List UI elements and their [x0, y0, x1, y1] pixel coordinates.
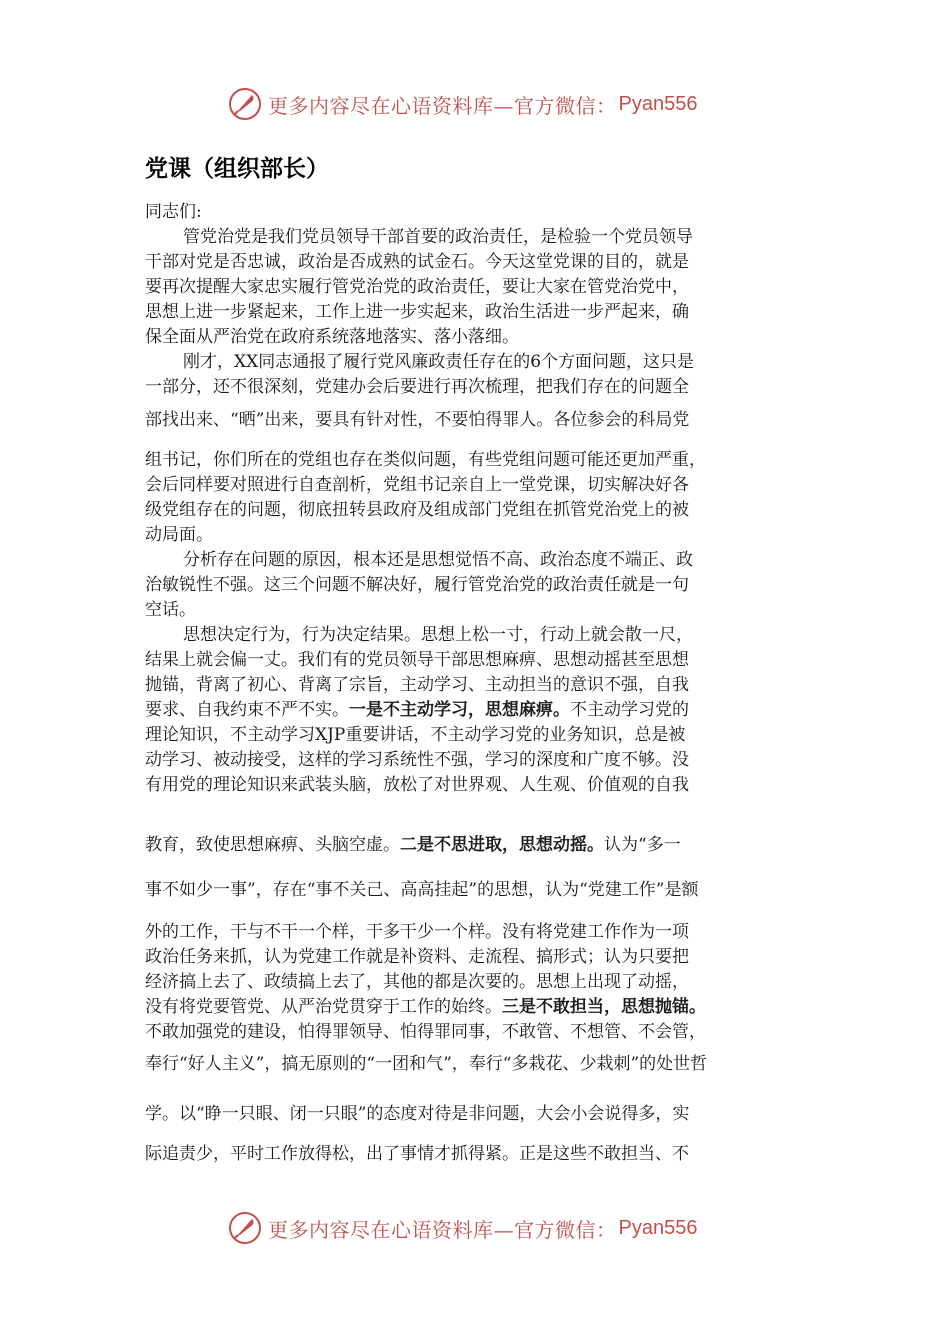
text-line: [145, 920, 805, 944]
text-line: [145, 200, 805, 224]
text-line: [145, 995, 805, 1019]
text-segment: 部找出来、“晒”出来，要具有针对性，不要怕得罪人。各位参会的科局党: [145, 410, 690, 430]
text-line: [145, 723, 805, 747]
wechat-id: Pyan556: [618, 1216, 698, 1239]
document-title: 党课（组织部长）: [145, 156, 329, 182]
footer-banner: [228, 1208, 748, 1248]
text-segment: 经济搞上去了、政绩搞上去了，其他的都是次要的。思想上出现了动摇，: [145, 972, 689, 992]
text-line: [145, 773, 805, 797]
text-segment: 认为“多一: [604, 835, 681, 855]
text-line: [145, 748, 805, 772]
text-line: [145, 598, 805, 622]
banner-text: 更多内容尽在心语资料库—官方微信：: [268, 1217, 617, 1242]
text-line: [145, 833, 805, 857]
bold-phrase: 一是不主动学习，思想麻痹。: [349, 700, 570, 720]
text-segment: 际追责少，平时工作放得松，出了事情才抓得紧。正是这些不敢担当、不: [145, 1144, 689, 1164]
text-line: [145, 698, 805, 722]
text-segment: 干部对党是否忠诚，政治是否成熟的试金石。今天这堂党课的目的，就是: [145, 252, 689, 272]
text-line: [145, 300, 805, 324]
text-line: [145, 325, 805, 349]
text-segment: 空话。: [145, 600, 196, 620]
text-segment: 不敢加强党的建设，怕得罪领导、怕得罪同事，不敢管、不想管、不会管，: [145, 1022, 706, 1042]
quill-logo-icon: [228, 1211, 262, 1245]
text-line: [145, 408, 805, 432]
text-line: [145, 473, 805, 497]
text-segment: 会后同样要对照进行自查剖析，党组书记亲自上一堂党课，切实解决好各: [145, 475, 689, 495]
text-line: [145, 970, 805, 994]
text-line: [145, 523, 805, 547]
bold-phrase: 三是不敢担当，思想抛锚。: [502, 997, 706, 1017]
text-segment: 教育，致使思想麻痹、头脑空虚。: [145, 835, 400, 855]
text-line: [145, 623, 805, 647]
text-segment: 思想上进一步紧起来，工作上进一步实起来，政治生活进一步严起来，确: [145, 302, 689, 322]
text-segment: 结果上就会偏一丈。我们有的党员领导干部思想麻痹、思想动摇甚至思想: [145, 650, 689, 670]
text-segment: 同志们:: [145, 202, 202, 222]
text-segment: 事不如少一事”，存在“事不关己、高高挂起”的思想，认为“党建工作”是额: [145, 880, 699, 900]
text-segment: 要求、自我约束不严不实。: [145, 700, 349, 720]
text-segment: 没有将党要管党、从严治党贯穿于工作的始终。: [145, 997, 502, 1017]
text-line: [145, 878, 805, 902]
text-line: [145, 648, 805, 672]
text-segment: 级党组存在的问题，彻底扭转县政府及组成部门党组在抓管党治党上的被: [145, 500, 689, 520]
text-line: [145, 573, 805, 597]
text-line: [145, 945, 805, 969]
wechat-id: Pyan556: [618, 92, 698, 115]
header-banner: [228, 84, 748, 124]
text-segment: 治敏锐性不强。这三个问题不解决好，履行管党治党的政治责任就是一句: [145, 575, 689, 595]
text-segment: 管党治党是我们党员领导干部首要的政治责任，是检验一个党员领导: [183, 227, 693, 247]
text-segment: 外的工作，干与不干一个样，干多干少一个样。没有将党建工作作为一项: [145, 922, 689, 942]
banner-text: 更多内容尽在心语资料库—官方微信：: [268, 93, 617, 118]
text-segment: 有用党的理论知识来武装头脑，放松了对世界观、人生观、价值观的自我: [145, 775, 689, 795]
text-line: [145, 673, 805, 697]
text-segment: 思想决定行为，行为决定结果。思想上松一寸，行动上就会散一尺，: [183, 625, 693, 645]
text-segment: 奉行“好人主义”，搞无原则的“一团和气”，奉行“多栽花、少栽刺”的处世哲: [145, 1054, 708, 1074]
text-line: [145, 1142, 805, 1166]
text-line: [145, 250, 805, 274]
text-segment: 组书记，你们所在的党组也存在类似问题，有些党组问题可能还更加严重，: [145, 450, 706, 470]
text-line: [145, 225, 805, 249]
text-segment: 动局面。: [145, 525, 213, 545]
text-line: [145, 1102, 805, 1126]
text-line: [145, 1020, 805, 1044]
text-segment: 不主动学习党的: [570, 700, 689, 720]
text-line: [145, 448, 805, 472]
text-segment: 分析存在问题的原因，根本还是思想觉悟不高、政治态度不端正、政: [183, 550, 693, 570]
text-segment: 理论知识，不主动学习XJP重要讲话，不主动学习党的业务知识，总是被: [145, 725, 686, 745]
text-segment: 一部分，还不很深刻，党建办会后要进行再次梳理，把我们存在的问题全: [145, 377, 689, 397]
text-line: [145, 275, 805, 299]
text-line: [145, 350, 805, 374]
text-segment: 动学习、被动接受，这样的学习系统性不强，学习的深度和广度不够。没: [145, 750, 689, 770]
text-line: [145, 548, 805, 572]
text-segment: 学。以“睁一只眼、闭一只眼”的态度对待是非问题，大会小会说得多，实: [145, 1104, 690, 1124]
text-segment: 要再次提醒大家忠实履行管党治党的政治责任，要让大家在管党治党中，: [145, 277, 689, 297]
text-segment: 政治任务来抓，认为党建工作就是补资料、走流程、搞形式；认为只要把: [145, 947, 689, 967]
text-line: [145, 498, 805, 522]
bold-phrase: 二是不思进取，思想动摇。: [400, 835, 604, 855]
text-segment: 保全面从严治党在政府系统落地落实、落小落细。: [145, 327, 519, 347]
quill-logo-icon: [228, 87, 262, 121]
text-line: [145, 1052, 805, 1076]
text-segment: 刚才，XX同志通报了履行党风廉政责任存在的6个方面问题，这只是: [183, 352, 695, 372]
text-segment: 抛锚，背离了初心、背离了宗旨，主动学习、主动担当的意识不强，自我: [145, 675, 689, 695]
text-line: [145, 375, 805, 399]
